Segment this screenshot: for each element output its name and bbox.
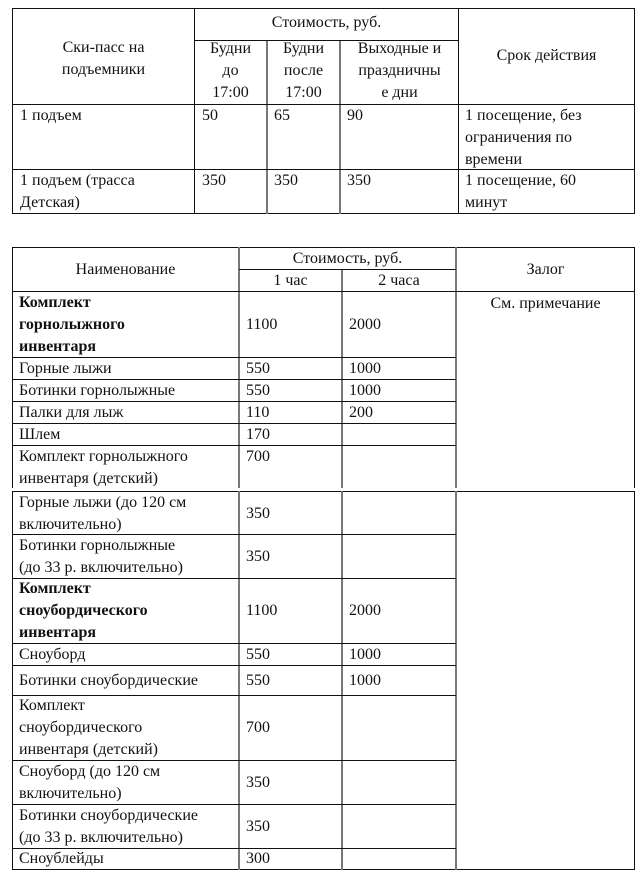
header-line: 17:00 [212, 84, 249, 101]
cell-1-hour: 350 [246, 548, 270, 565]
header-weekend [341, 38, 458, 104]
cell-line: 1 подъем [20, 107, 82, 124]
cell-weekday-after: 350 [274, 172, 298, 189]
column-divider [458, 8, 459, 214]
cell-1-hour: 350 [246, 818, 270, 835]
cell-line: Палки для лыж [19, 404, 124, 421]
header-line: подъемники [61, 61, 146, 78]
cell-line: Ботинки сноубордические [19, 672, 198, 689]
cell-2-hours: 200 [349, 404, 373, 421]
column-divider [455, 491, 457, 870]
header-skipass [13, 37, 194, 81]
header-weekday-before [195, 38, 266, 104]
row-name [19, 380, 175, 402]
column-divider [455, 247, 457, 488]
cell-line: Комплект [19, 697, 85, 714]
header-line: Будни [209, 40, 252, 57]
row-name [19, 761, 160, 805]
table-border [12, 869, 635, 870]
cell-line: включительно) [19, 516, 122, 533]
cell-1-hour: 550 [246, 646, 270, 663]
cell-2-hours: 1000 [349, 646, 381, 663]
cell-line: (до 33 р. включительно) [19, 829, 183, 846]
header-name: Наименование [75, 261, 176, 278]
cell-line: (до 33 р. включительно) [19, 559, 183, 576]
cell-line: инвентаря [19, 624, 97, 641]
cell-line: горнолыжного [19, 316, 125, 333]
cell-line: Сноуборд [19, 646, 86, 663]
header-2-hours: 2 часа [378, 272, 420, 289]
table-border [12, 491, 13, 870]
row-name [19, 848, 104, 870]
cell-2-hours: 1000 [349, 382, 381, 399]
cell-line: инвентаря [19, 338, 97, 355]
row-name [19, 670, 198, 692]
header-deposit: Залог [526, 261, 565, 278]
cell-line: ограничения по [465, 129, 572, 146]
row-name [19, 695, 158, 761]
header-1-hour: 1 час [273, 272, 308, 289]
cell-1-hour: 350 [246, 505, 270, 522]
table-border [634, 8, 635, 214]
row-name [19, 402, 123, 424]
cell-1-hour: 550 [246, 360, 270, 377]
cell-line: Ботинки сноубордические [19, 807, 198, 824]
cell-line: Комплект [19, 294, 91, 311]
cell-1-hour: 1100 [246, 602, 278, 619]
cell-weekday-before: 50 [202, 107, 218, 124]
cell-1-hour: 700 [246, 719, 270, 736]
header-cost: Стоимость, руб. [292, 250, 403, 267]
cell-line: времени [465, 151, 523, 168]
cell-line: инвентаря (детский) [19, 741, 158, 758]
row-name [19, 644, 85, 666]
cell-line: Горные лыжи (до 120 см [19, 494, 187, 511]
header-line: после [283, 62, 324, 79]
cell-2-hours: 2000 [349, 316, 381, 333]
deposit-note: См. примечание [490, 295, 601, 312]
header-cost: Стоимость, руб. [271, 14, 382, 31]
cell-1-hour: 700 [246, 448, 270, 465]
header-line: Будни [282, 40, 325, 57]
cell-1-hour: 170 [246, 426, 270, 443]
header-line: праздничны [358, 62, 441, 79]
header-line: 17:00 [285, 84, 322, 101]
cell-1-hour: 300 [246, 850, 270, 867]
cell-weekday-after: 65 [274, 107, 290, 124]
header-weekday-after [268, 38, 339, 104]
row-name [19, 492, 186, 536]
cell-line: минут [465, 194, 508, 211]
cell-weekend: 90 [347, 107, 363, 124]
cell-2-hours: 1000 [349, 360, 381, 377]
cell-line: Комплект [19, 580, 91, 597]
cell-validity [465, 170, 576, 214]
row-name [20, 170, 135, 214]
row-name [19, 578, 148, 644]
row-name [19, 358, 112, 380]
cell-line: Ботинки горнолыжные [19, 382, 176, 399]
table-border [634, 247, 635, 488]
cell-line: Сноуборд (до 120 см [19, 763, 161, 780]
cell-line: 1 посещение, без [465, 107, 582, 124]
row-name [19, 805, 198, 849]
header-line: до [222, 62, 239, 79]
header-line: Ски-пасс на [62, 39, 145, 56]
cell-line: Сноублейды [19, 850, 104, 867]
cell-line: Детская) [20, 194, 80, 211]
cell-1-hour: 1100 [246, 316, 278, 333]
cell-weekend: 350 [347, 172, 371, 189]
cell-line: 1 подъем (трасса [20, 172, 135, 189]
table-border [634, 491, 635, 870]
table-border [12, 8, 635, 9]
cell-line: включительно) [19, 785, 122, 802]
cell-line: инвентаря (детский) [19, 470, 158, 487]
cell-line: сноубордического [19, 719, 143, 736]
cell-line: сноубордического [19, 602, 148, 619]
header-validity: Срок действия [496, 47, 597, 64]
header-line: Выходные и [357, 40, 442, 57]
cell-1-hour: 550 [246, 672, 270, 689]
cell-2-hours: 1000 [349, 672, 381, 689]
column-divider [238, 491, 240, 870]
cell-line: Горные лыжи [19, 360, 112, 377]
table-border [12, 247, 13, 488]
cell-line: Шлем [19, 426, 61, 443]
row-name [19, 446, 188, 490]
header-line: е дни [381, 84, 418, 101]
row-name [19, 424, 60, 446]
cell-line: Ботинки горнолыжные [19, 537, 176, 554]
row-name [20, 105, 82, 127]
cell-1-hour: 350 [246, 774, 270, 791]
cell-weekday-before: 350 [202, 172, 226, 189]
row-name [19, 535, 183, 579]
cell-1-hour: 110 [246, 404, 270, 421]
cell-1-hour: 550 [246, 382, 270, 399]
cell-line: Комплект горнолыжного [19, 448, 188, 465]
column-divider [341, 491, 343, 870]
row-name [19, 292, 125, 358]
cell-line: 1 посещение, 60 [465, 172, 577, 189]
cell-2-hours: 2000 [349, 602, 381, 619]
cell-validity [465, 105, 582, 171]
